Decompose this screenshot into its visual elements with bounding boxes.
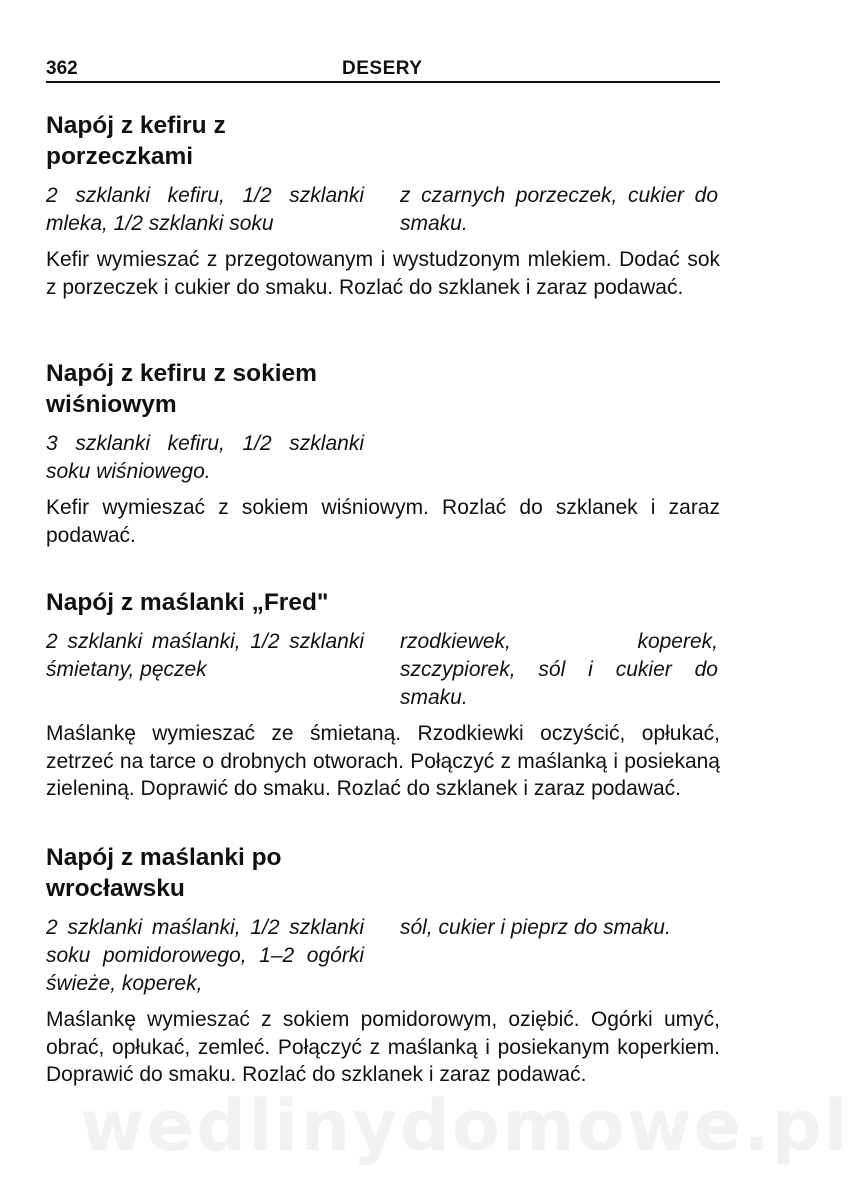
page-header: [46, 58, 722, 82]
recipe-ingredients: [46, 628, 718, 712]
ingredients-left: 2 szklanki maślanki, 1/2 szklanki śmietany, pęczek: [46, 630, 364, 681]
recipe-instructions: Kefir wymieszać z sokiem wiśniowym. Rozlać do szklanek i zaraz podawać.: [46, 496, 720, 547]
watermark-text: wedlinydomowe.pl: [80, 1085, 850, 1167]
page-number: 362: [46, 58, 78, 79]
ingredients-right: sól, cukier i pieprz do smaku.: [400, 916, 671, 939]
ingredients-right: z czarnych porzeczek, cukier do smaku.: [400, 184, 718, 235]
recipe-ingredients: [46, 182, 718, 238]
section-title: DESERY: [342, 58, 423, 79]
header-rule: [46, 81, 720, 83]
ingredients-right: rzodkiewek, koperek, szczypiorek, sól i cukier do smaku.: [400, 630, 718, 709]
recipe-ingredients: [46, 430, 718, 486]
ingredients-left: 2 szklanki maślanki, 1/2 szklanki soku pomidorowego, 1–2 ogórki świeże, koperek,: [46, 916, 364, 995]
recipe-instructions: Kefir wymieszać z przegotowanym i wystudzonym mlekiem. Dodać sok z porzeczek i cukier do smaku. Rozlać do szklanek i zaraz podawać.: [46, 248, 720, 299]
recipe-title: Napój z maślanki „Fred": [46, 589, 329, 616]
recipe-kefir-wisnie: [46, 358, 722, 549]
recipe-title: Napój z kefiru z sokiem wiśniowym: [46, 360, 317, 418]
recipe-maslanka-wroclaw: [46, 842, 722, 1089]
book-page: [46, 0, 722, 1200]
ingredients-left: 3 szklanki kefiru, 1/2 szklanki soku wiśniowego.: [46, 432, 364, 483]
ingredients-right: [400, 430, 718, 486]
recipe-instructions: Maślankę wymieszać ze śmietaną. Rzodkiewki oczyścić, opłukać, zetrzeć na tarce o drobnych otworach. Połączyć z maślanką i posiekaną zieleniną. Doprawić do smaku. Rozlać do szklanek i zaraz podawać.: [46, 722, 720, 800]
recipe-title: Napój z kefiru z porzeczkami: [46, 112, 226, 170]
recipe-ingredients: [46, 914, 718, 998]
recipe-kefir-porzeczki: [46, 110, 722, 301]
recipe-instructions: Maślankę wymieszać z sokiem pomidorowym, oziębić. Ogórki umyć, obrać, opłukać, zemleć. Połączyć z maślanką i posiekanym koperkiem. Doprawić do smaku. Rozlać do szklanek i zaraz podawać.: [46, 1008, 720, 1086]
recipe-maslanka-fred: [46, 587, 722, 803]
ingredients-left: 2 szklanki kefiru, 1/2 szklanki mleka, 1/2 szklanki soku: [46, 184, 364, 235]
recipe-title: Napój z maślanki po wrocławsku: [46, 844, 282, 902]
